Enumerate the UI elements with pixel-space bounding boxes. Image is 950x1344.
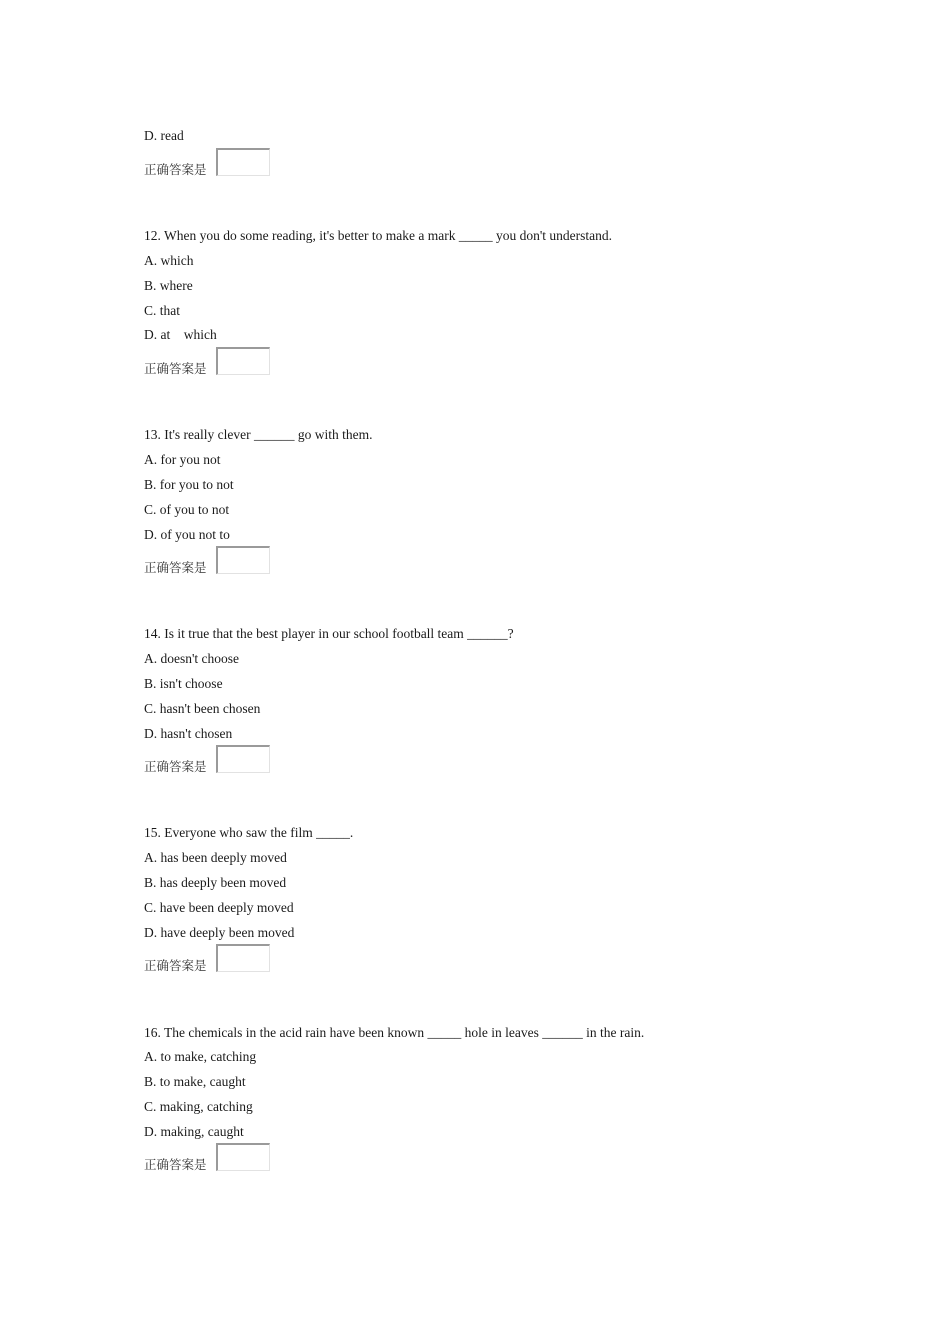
q13-option-d: D. of you not to [144,527,230,542]
q15-option-c: C. have been deeply moved [144,900,294,915]
answer-label: 正确答案是 [144,361,207,376]
q11-option-d: D. read [144,128,184,143]
q15-option-b: B. has deeply been moved [144,875,287,890]
q15-option-a: A. has been deeply moved [144,850,287,865]
answer-label: 正确答案是 [144,958,207,973]
answer-label: 正确答案是 [144,759,207,774]
q16-option-c: C. making, catching [144,1099,253,1114]
q12-answer-box[interactable] [216,347,270,375]
answer-label: 正确答案是 [144,162,207,177]
q14-option-d: D. hasn't chosen [144,726,233,741]
q11-answer-box[interactable] [216,148,270,176]
q13-stem: 13. It's really clever ______ go with them. [144,427,373,442]
q14-stem: 14. Is it true that the best player in our school football team ______? [144,626,514,641]
q14-option-b: B. isn't choose [144,676,223,691]
q16-answer-box[interactable] [216,1143,270,1171]
q14-option-a: A. doesn't choose [144,651,240,666]
q14-option-c: C. hasn't been chosen [144,701,261,716]
q12-stem: 12. When you do some reading, it's better to make a mark _____ you don't understand. [144,228,613,243]
q16-option-b: B. to make, caught [144,1074,246,1089]
q12-option-b: B. where [144,278,193,293]
q13-option-c: C. of you to not [144,502,230,517]
q12-option-c: C. that [144,303,180,318]
q16-option-d: D. making, caught [144,1124,244,1139]
q15-stem: 15. Everyone who saw the film _____. [144,825,354,840]
answer-label: 正确答案是 [144,560,207,575]
q12-option-a: A. which [144,253,194,268]
q12-option-d: D. at which [144,327,217,342]
q13-option-a: A. for you not [144,452,221,467]
answer-label: 正确答案是 [144,1157,207,1172]
q15-answer-box[interactable] [216,944,270,972]
q16-stem: 16. The chemicals in the acid rain have been known _____ hole in leaves ______ in the rain. [144,1025,645,1040]
q14-answer-box[interactable] [216,745,270,773]
q16-option-a: A. to make, catching [144,1049,257,1064]
q15-option-d: D. have deeply been moved [144,925,295,940]
q13-answer-box[interactable] [216,546,270,574]
q13-option-b: B. for you to not [144,477,234,492]
